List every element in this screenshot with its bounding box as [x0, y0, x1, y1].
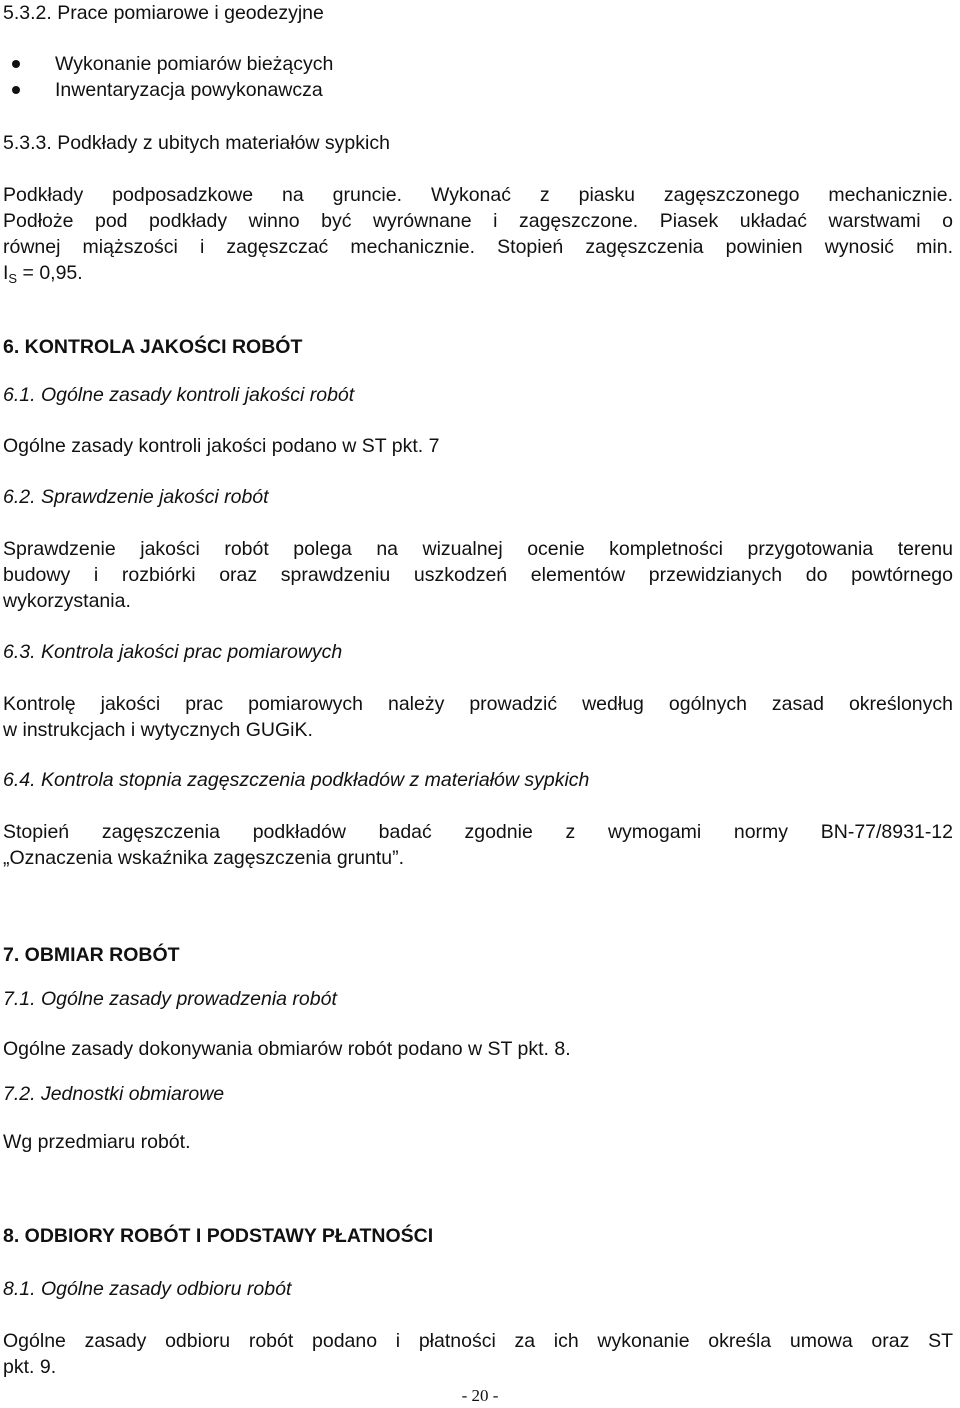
- text-line: w instrukcjach i wytycznych GUGiK.: [3, 719, 313, 741]
- list-item: Inwentaryzacja powykonawcza: [55, 79, 323, 101]
- paragraph-8-1: [3, 1328, 953, 1380]
- text-line: Podkłady podposadzkowe na gruncie. Wykonać z piasku zagęszczonego mechanicznie.: [3, 184, 953, 206]
- heading-7-2: 7.2. Jednostki obmiarowe: [3, 1083, 225, 1105]
- paragraph-6-1: Ogólne zasady kontroli jakości podano w ST pkt. 7: [3, 435, 440, 457]
- symbol-i: I: [3, 262, 9, 284]
- list-item: Wykonanie pomiarów bieżących: [55, 53, 334, 75]
- heading-6-3: 6.3. Kontrola jakości prac pomiarowych: [3, 641, 343, 663]
- bullet-dot: [12, 86, 22, 96]
- heading-6: 6. KONTROLA JAKOŚCI ROBÓT: [3, 336, 303, 358]
- text-line: Stopień zagęszczenia podkładów badać zgodnie z wymogami normy BN-77/8931-12: [3, 821, 953, 843]
- text-line: wykorzystania.: [3, 590, 131, 612]
- value-text: = 0,95.: [17, 262, 83, 284]
- heading-6-2: 6.2. Sprawdzenie jakości robót: [3, 486, 269, 508]
- text-line: pkt. 9.: [3, 1356, 57, 1378]
- page-number: - 20 -: [461, 1386, 499, 1405]
- heading-5-3-2: 5.3.2. Prace pomiarowe i geodezyjne: [3, 2, 324, 24]
- heading-8-1: 8.1. Ogólne zasady odbioru robót: [3, 1278, 292, 1300]
- text-line: [3, 260, 953, 286]
- text-line: równej miąższości i zagęszczać mechanicznie. Stopień zagęszczenia powinien wynosić min.: [3, 236, 953, 258]
- paragraph-6-2: [3, 536, 953, 614]
- text-line: Sprawdzenie jakości robót polega na wizualnej ocenie kompletności przygotowania terenu: [3, 538, 953, 560]
- text-line: „Oznaczenia wskaźnika zagęszczenia gruntu”.: [3, 847, 405, 869]
- subscript-s: S: [8, 271, 18, 286]
- text-line: Kontrolę jakości prac pomiarowych należy prowadzić według ogólnych zasad określonych: [3, 693, 953, 715]
- heading-7-1: 7.1. Ogólne zasady prowadzenia robót: [3, 988, 337, 1010]
- paragraph-6-3: [3, 691, 953, 743]
- paragraph-7-1: Ogólne zasady dokonywania obmiarów robót podano w ST pkt. 8.: [3, 1038, 571, 1060]
- bullet-dot: [12, 60, 22, 70]
- paragraph-podklady: [3, 182, 953, 286]
- heading-7: 7. OBMIAR ROBÓT: [3, 944, 180, 966]
- heading-6-4: 6.4. Kontrola stopnia zagęszczenia podkładów z materiałów sypkich: [3, 769, 590, 791]
- heading-6-1: 6.1. Ogólne zasady kontroli jakości robót: [3, 384, 355, 406]
- heading-5-3-3: 5.3.3. Podkłady z ubitych materiałów sypkich: [3, 132, 390, 154]
- paragraph-7-2: Wg przedmiaru robót.: [3, 1131, 191, 1153]
- text-line: Podłoże pod podkłady winno być wyrównane i zagęszczone. Piasek układać warstwami o: [3, 210, 953, 232]
- text-line: Ogólne zasady odbioru robót podano i płatności za ich wykonanie określa umowa oraz ST: [3, 1330, 953, 1352]
- text-line: budowy i rozbiórki oraz sprawdzeniu uszkodzeń elementów przewidzianych do powtórnego: [3, 564, 953, 586]
- heading-8: 8. ODBIORY ROBÓT I PODSTAWY PŁATNOŚCI: [3, 1225, 434, 1247]
- paragraph-6-4: [3, 819, 953, 871]
